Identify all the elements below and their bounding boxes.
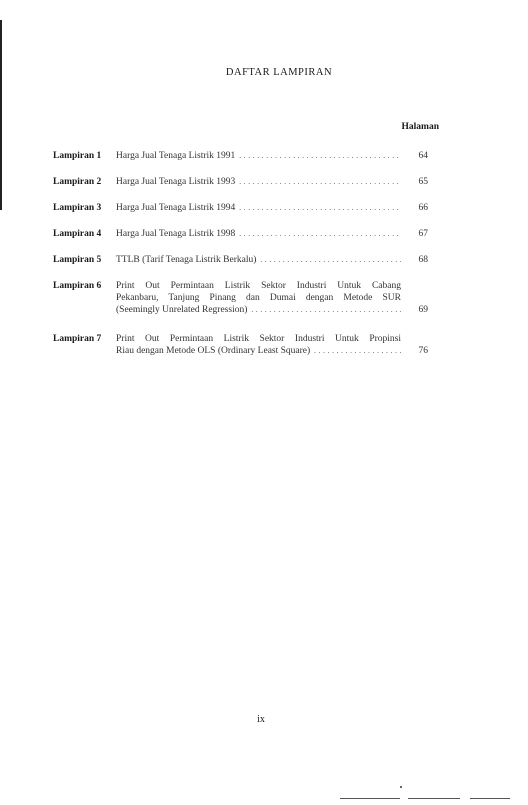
entry-label: Lampiran 6	[53, 281, 102, 291]
entry-text	[116, 254, 401, 266]
entry-title: Harga Jual Tenaga Listrik 1998	[116, 229, 236, 239]
entry-label: Lampiran 4	[53, 229, 102, 239]
entry-title: Harga Jual Tenaga Listrik 1991	[116, 151, 236, 161]
dot-leader	[235, 202, 401, 214]
entry-label: Lampiran 7	[53, 334, 102, 344]
page-column-header: Halaman	[401, 122, 439, 132]
entry-page-number: 65	[418, 177, 428, 187]
dot-leader	[310, 345, 401, 357]
scan-artifact-dot	[400, 786, 402, 788]
entry-label: Lampiran 1	[53, 151, 102, 161]
dot-leader	[256, 254, 401, 266]
scan-edge-mark	[0, 20, 2, 210]
entry-label: Lampiran 5	[53, 255, 102, 265]
dot-leader	[235, 150, 401, 162]
entry-page-number: 66	[418, 203, 428, 213]
entry-text	[116, 280, 401, 316]
entry-title: TTLB (Tarif Tenaga Listrik Berkalu)	[116, 255, 257, 265]
entry-page-number: 68	[418, 255, 428, 265]
entry-title-line: Pekanbaru, Tanjung Pinang dan Dumai dengan Metode SUR	[116, 293, 401, 303]
scan-artifact-line	[470, 798, 510, 799]
entry-title-line: Print Out Permintaan Listrik Sektor Industri Untuk Propinsi	[116, 334, 401, 344]
dot-leader	[247, 304, 401, 316]
entry-title-line: (Seemingly Unrelated Regression)	[116, 305, 248, 315]
entry-page-number: 67	[418, 229, 428, 239]
scan-artifact-line	[408, 798, 460, 799]
entry-page-number: 69	[418, 305, 428, 315]
entry-text	[116, 228, 401, 240]
footer-page-number: ix	[257, 714, 265, 725]
entry-title: Harga Jual Tenaga Listrik 1993	[116, 177, 236, 187]
entry-title-line: Print Out Permintaan Listrik Sektor Industri Untuk Cabang	[116, 281, 401, 291]
entry-text	[116, 176, 401, 188]
entry-page-number: 76	[418, 346, 428, 356]
entry-label: Lampiran 2	[53, 177, 102, 187]
entry-title-line: Riau dengan Metode OLS (Ordinary Least Square)	[116, 346, 311, 356]
scan-artifact-line	[340, 798, 400, 799]
entry-text	[116, 150, 401, 162]
entry-text	[116, 333, 401, 357]
dot-leader	[235, 228, 401, 240]
dot-leader	[235, 176, 401, 188]
page-title: DAFTAR LAMPIRAN	[225, 67, 333, 78]
entry-label: Lampiran 3	[53, 203, 102, 213]
entry-title: Harga Jual Tenaga Listrik 1994	[116, 203, 236, 213]
entry-page-number: 64	[418, 151, 428, 161]
entry-text	[116, 202, 401, 214]
